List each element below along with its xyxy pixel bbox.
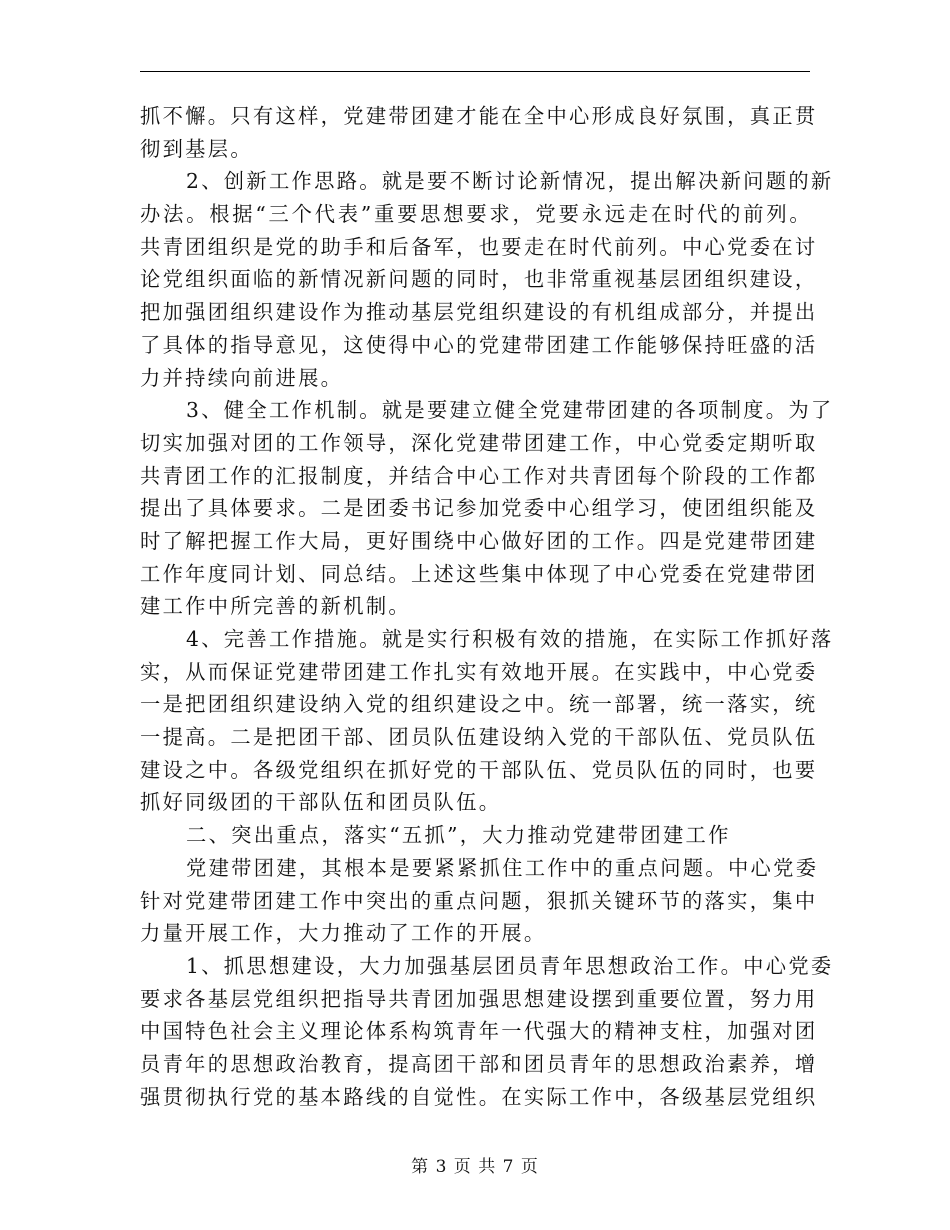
paragraph-line: 抓好同级团的干部队伍和团员队伍。: [140, 790, 502, 815]
paragraph-line: 强贯彻执行党的基本路线的自觉性。在实际工作中，各级基层党组织: [140, 1084, 818, 1109]
paragraph-line: 时了解把握工作大局，更好围绕中心做好团的工作。四是党建带团建: [140, 528, 818, 553]
paragraph-line: 4、完善工作措施。就是实行积极有效的措施，在实际工作抓好落: [186, 627, 834, 651]
paragraph-line: 3、健全工作机制。就是要建立健全党建带团建的各项制度。为了: [186, 398, 834, 423]
paragraph-line: 提出了具体要求。二是团委书记参加党委中心组学习，使团组织能及: [140, 496, 818, 521]
paragraph-line: 中国特色社会主义理论体系构筑青年一代强大的精神支柱，加强对团: [140, 1019, 818, 1044]
paragraph-line: 共青团组织是党的助手和后备军，也要走在时代前列。中心党委在讨: [140, 234, 818, 259]
paragraph-line: 把加强团组织建设作为推动基层党组织建设的有机组成部分，并提出: [140, 300, 818, 325]
paragraph-line: 切实加强对团的工作领导，深化党建带团建工作，中心党委定期听取: [140, 430, 818, 455]
paragraph-line: 彻到基层。: [140, 136, 253, 161]
header-rule: [140, 71, 810, 72]
paragraph-line: 建设之中。各级党组织在抓好党的干部队伍、党员队伍的同时，也要: [140, 757, 818, 782]
paragraph-line: 建工作中所完善的新机制。: [140, 594, 411, 619]
paragraph-line: 共青团工作的汇报制度，并结合中心工作对共青团每个阶段的工作都: [140, 463, 818, 488]
page-number: 第 3 页 共 7 页: [411, 1157, 539, 1177]
paragraph-line: 一提高。二是把团干部、团员队伍建设纳入党的干部队伍、党员队伍: [140, 725, 818, 750]
paragraph-line: 实，从而保证党建带团建工作扎实有效地开展。在实践中，中心党委: [140, 659, 818, 684]
paragraph-line: 抓不懈。只有这样，党建带团建才能在全中心形成良好氛围，真正贯: [140, 104, 818, 128]
paragraph-line: 要求各基层党组织把指导共青团加强思想建设摆到重要位置，努力用: [140, 986, 818, 1011]
paragraph-line: 力并持续向前进展。: [140, 365, 344, 390]
paragraph-line: 党建带团建，其根本是要紧紧抓住工作中的重点问题。中心党委: [186, 855, 819, 880]
paragraph-line: 工作年度同计划、同总结。上述这些集中体现了中心党委在党建带团: [140, 561, 818, 586]
paragraph-line: 员青年的思想政治教育，提高团干部和团员青年的思想政治素养，增: [140, 1051, 818, 1076]
paragraph-line: 2、创新工作思路。就是要不断讨论新情况，提出解决新问题的新: [186, 169, 834, 194]
paragraph-line: 办法。根据“三个代表”重要思想要求，党要永远走在时代的前列。: [140, 202, 812, 227]
section-heading: 二、突出重点，落实“五抓”，大力推动党建带团建工作: [186, 823, 731, 848]
paragraph-line: 针对党建带团建工作中突出的重点问题，狠抓关键环节的落实，集中: [140, 888, 818, 913]
paragraph-line: 了具体的指导意见，这使得中心的党建带团建工作能够保持旺盛的活: [140, 332, 818, 357]
page-footer: [0, 1152, 950, 1177]
document-body: [140, 100, 834, 1113]
paragraph-line: 1、抓思想建设，大力加强基层团员青年思想政治工作。中心党委: [186, 953, 834, 978]
paragraph-line: 论党组织面临的新情况新问题的同时，也非常重视基层团组织建设，: [140, 267, 818, 292]
paragraph-line: 一是把团组织建设纳入党的组织建设之中。统一部署，统一落实，统: [140, 692, 818, 717]
paragraph-line: 力量开展工作，大力推动了工作的开展。: [140, 921, 547, 946]
